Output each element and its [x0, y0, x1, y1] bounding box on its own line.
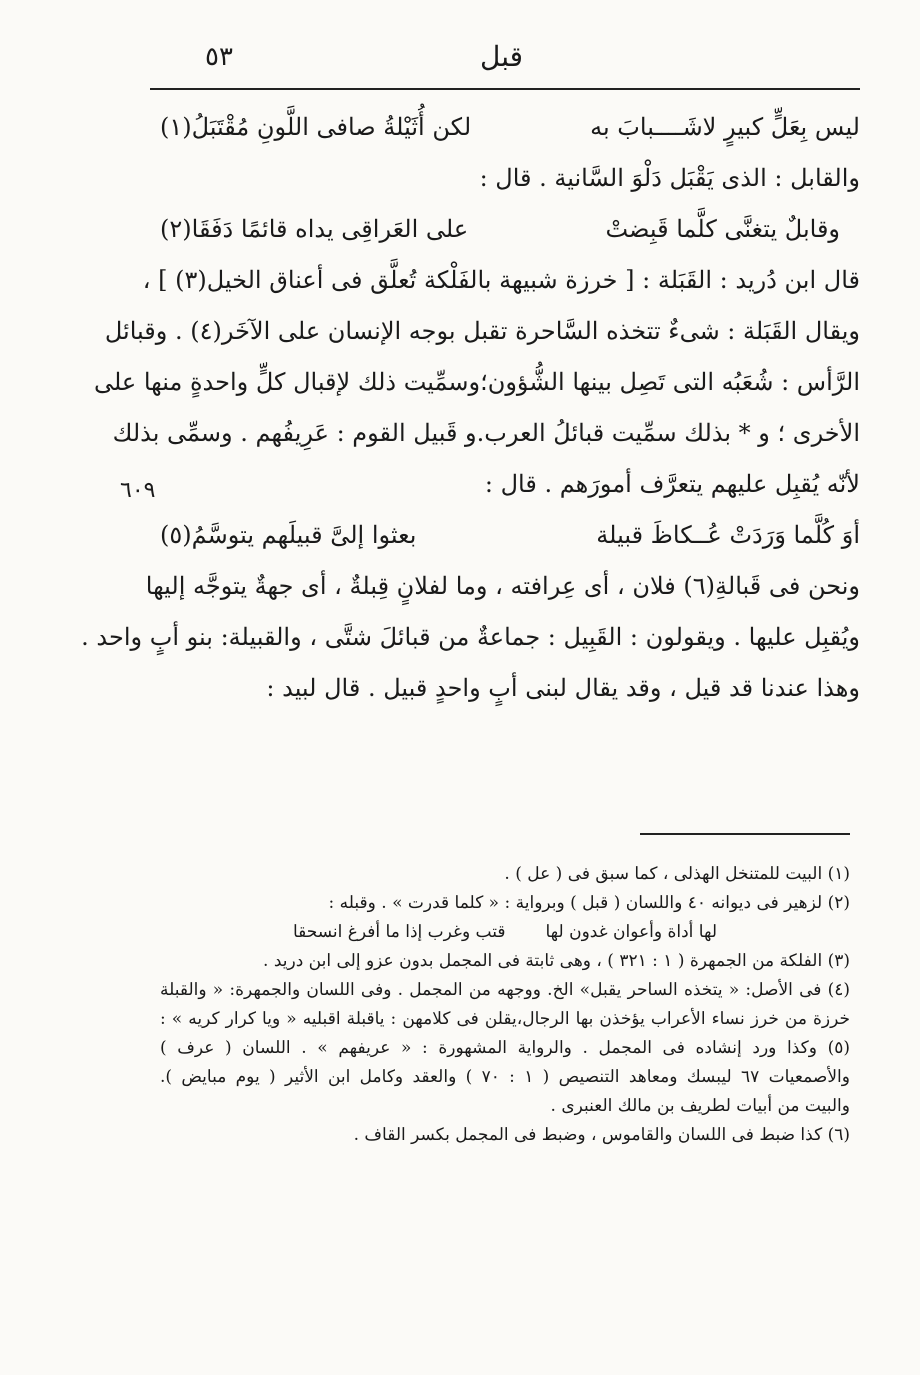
page-number: ٥٣ [205, 42, 233, 72]
text-line: وهذا عندنا قد قيل ، وقد يقال لبنى أبٍ واحدٍ قبيل . قال لبيد : [266, 674, 860, 702]
page-header [150, 30, 860, 90]
footnote-line: (١) البيت للمتنخل الهذلى ، كما سبق فى ( عل ) . [504, 864, 850, 884]
verse-line [160, 110, 860, 144]
entry-headword: قبل [480, 40, 524, 73]
footnote-line: والأصمعيات ٦٧ ليبسك ومعاهد التنصيص ( ١ : ٧٠ ) والعقد وكامل ابن الأثير ( يوم مبايض ). [160, 1067, 850, 1087]
verse-hemistich: لها أداة وأعوان غدون لها [545, 922, 718, 942]
margin-page-reference: ٦٠٩ [120, 478, 156, 503]
verse-line [160, 518, 860, 552]
text-line: قال ابن دُريد : القَبَلة : [ خرزة شبيهة بالفَلْكة تُعلَّق فى أعناق الخيل(٣) ] ، [142, 266, 860, 294]
verse-hemistich: ليس بِعَلٍّ كبيرٍ لاشَــــبابَ به [590, 113, 860, 141]
footnotes [160, 862, 850, 1152]
text-line: الرَّأس : شُعَبُه التى تَصِل بينها الشُّؤون؛وسمِّيت ذلك لإقبال كلٍّ واحدةٍ منها على [93, 368, 860, 396]
verse-hemistich: لكن أُثَيْلةُ صافى اللَّونِ مُقْتَبَلُ(١) [160, 113, 472, 141]
footnote-line: (٦) كذا ضبط فى اللسان والقاموس ، وضبط فى المجمل بكسر القاف . [353, 1125, 850, 1145]
text-line: والقابل : الذى يَقْبَل دَلْوَ السَّانية . قال : [479, 164, 860, 192]
text-line: ويقال القَبَلة : شىءٌ تتخذه السَّاحرة تقبل بوجه الإنسان على الآخَر(٤) . وقبائل [104, 317, 860, 345]
verse-hemistich: بعثوا إلىَّ قبيلَهم يتوسَّمُ(٥) [160, 521, 417, 549]
text-line: الأخرى ؛ و * بذلك سمِّيت قبائلُ العرب.و قَبيل القوم : عَرِيفُهم . وسمِّى بذلك [112, 419, 860, 447]
footnote-line: (٢) لزهير فى ديوانه ٤٠ واللسان ( قبل ) وبرواية : « كلما قدرت » . وقبله : [328, 893, 850, 913]
footnote-line: (٥) وكذا ورد إنشاده فى المجمل . والرواية المشهورة : « عريفهم » . اللسان ( عرف ) [160, 1038, 850, 1058]
footnote-line: والبيت من أبيات لطريف بن مالك العنبرى . [550, 1096, 850, 1116]
footnote-line: (٤) فى الأصل: « يتخذه الساحر يقبل» الخ. ووجهه من المجمل . وفى اللسان والجمهرة: « والقبلة [160, 980, 850, 1000]
verse-hemistich: قتب وغرب إذا ما أفرغ انسحقا [293, 922, 506, 942]
footnote-line: (٣) الفلكة من الجمهرة ( ١ : ٣٢١ ) ، وهى ثابتة فى المجمل بدون عزو إلى ابن دريد . [263, 951, 850, 971]
footnote-line: خرزة من خرز نساء الأعراب يؤخذن بها الرجال،يقلن فى كلامهن : ياقبلة اقبليه « ويا كرار كريه » : [160, 1009, 850, 1029]
footnote-rule [640, 833, 850, 835]
text-line: ويُقبِل عليها . ويقولون : القَبِيل : جماعةٌ من قبائلَ شتَّى ، والقبيلة: بنو أبٍ واحد . [81, 623, 860, 651]
verse-hemistich: على العَراقِى يداه قائمًا دَفَقَا(٢) [160, 215, 469, 243]
verse-hemistich: أوَ كُلَّما وَرَدَتْ عُــكاظَ قبيلة [596, 521, 860, 549]
text-line: لأنّه يُقبِل عليهم يتعرَّف أمورَهم . قال : [484, 470, 860, 498]
verse-hemistich: وقابلٌ يتغنَّى كلَّما قَبِضتْ [605, 215, 840, 243]
verse-line [160, 212, 860, 246]
header-rule [150, 88, 860, 90]
footnote-verse [160, 920, 850, 944]
text-line: ونحن فى قَبالةِ(٦) فلان ، أى عِرافته ، وما لفلانٍ قِبلةٌ ، أى جهةٌ يتوجَّه إليها [145, 572, 860, 600]
